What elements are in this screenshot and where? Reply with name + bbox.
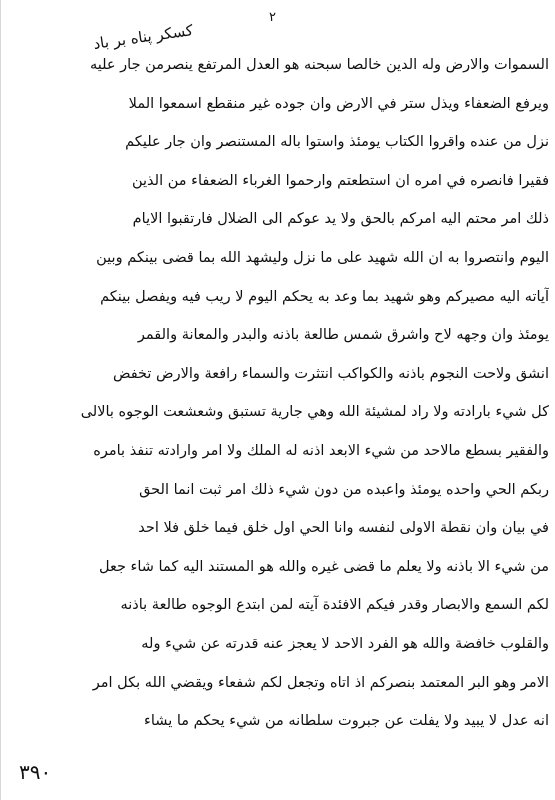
- text-line: من شيء الا باذنه ولا يعلم ما قضى غيره والله هو المستند اليه كما شاء جعل: [98, 558, 549, 575]
- text-line: يومئذ وان وجهه لاح واشرق شمس طالعة باذنه والبدر والمعانة والقمر: [137, 327, 549, 344]
- text-line: انه عدل لا يبيد ولا يفلت عن جبروت سلطانه من شيء يحكم ما يشاء: [144, 713, 549, 730]
- text-line: والفقير بسطع مالاحد من شيء الابعد اذنه له الملك ولا امر وارادته تنفذ بامره: [93, 442, 549, 459]
- text-line: ربكم الحي واحده يومئذ واعبده من دون شيء ذلك امر ثبت انما الحق: [139, 481, 549, 498]
- text-line: والقلوب خافضة والله هو الفرد الاحد لا يعجز عنه قدرته عن شيء وله: [141, 635, 549, 652]
- text-line: ذلك امر محتم اليه امركم بالحق ولا يد عوكم الى الضلال فارتقبوا الايام: [132, 211, 549, 228]
- text-line: في بيان وان نقطة الاولى لنفسه وانا الحي اول خلق فيما خلق فلا احد: [138, 520, 549, 537]
- text-line: ويرفع الضعفاء ويذل ستر في الارض وان جوده غير منقطع اسمعوا الملا: [128, 95, 549, 112]
- text-line: فقيرا فانصره في امره ان استطعتم وارحموا الغرباء الضعفاء من الذين: [131, 172, 549, 189]
- text-line: السموات والارض وله الدين خالصا سبحنه هو العدل المرتفع ينصرمن جار عليه: [89, 57, 549, 73]
- folio-mark: ٢: [269, 10, 276, 25]
- text-line: اليوم وانتصروا به ان الله شهيد على ما نزل وليشهد الله بما قضى بينكم وبين: [96, 249, 549, 266]
- text-line: نزل من عنده واقروا الكتاب يومئذ واستوا باله المستنصر وان جار عليكم: [125, 134, 549, 151]
- manuscript-text-block: [29, 46, 549, 741]
- text-line: آياته اليه مصيركم وهو شهيد بما وعد به يحكم اليوم لا ريب فيه ويفصل بينكم: [100, 288, 549, 305]
- page-number: ٣٩٠: [19, 760, 52, 784]
- text-line: الامر وهو البر المعتمد بنصركم اذ اتاه وتجعل لكم شفعاء ويقضي الله بكل امر: [92, 674, 549, 691]
- text-line: لكم السمع والابصار وقدر فيكم الافئدة آيته لمن ابتدع الوجوه طالعة باذنه: [120, 597, 549, 614]
- text-line: انشق ولاحت النجوم باذنه والكواكب انتثرت والسماء رافعة والارض تخفض: [112, 365, 549, 382]
- text-line: كل شيء بارادته ولا راد لمشيئة الله وهي جارية تستبق وشعشعت الوجوه بالالى: [80, 404, 549, 421]
- header-note: کسکر پناه بر باد: [92, 21, 195, 53]
